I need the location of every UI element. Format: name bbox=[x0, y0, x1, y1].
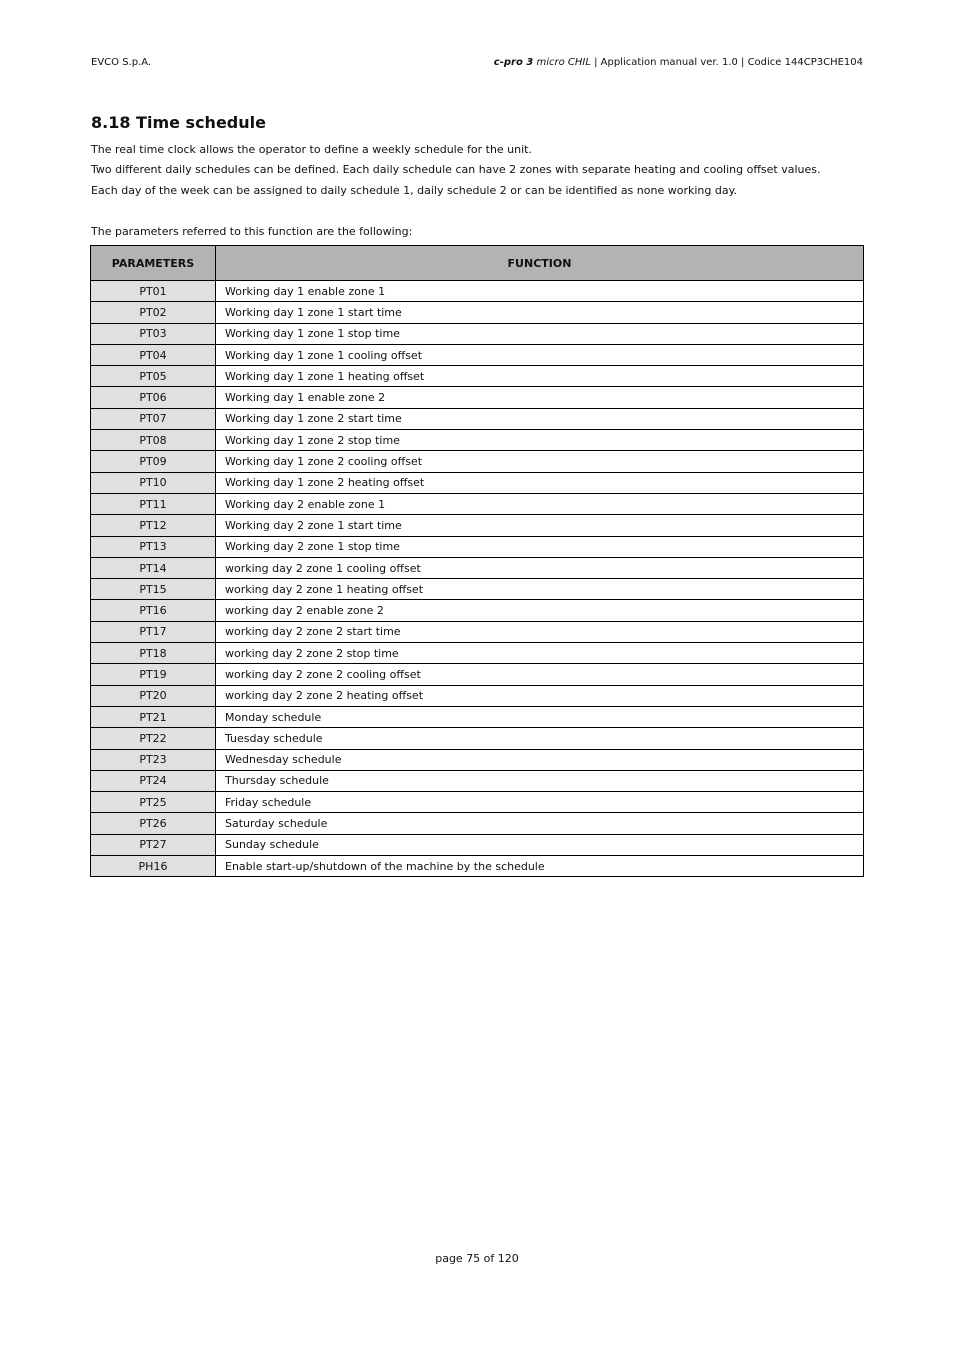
parameter-function: Wednesday schedule bbox=[216, 749, 864, 770]
table-row bbox=[91, 430, 864, 451]
table-row bbox=[91, 813, 864, 834]
table-row bbox=[91, 515, 864, 536]
parameter-function: Working day 1 zone 1 heating offset bbox=[216, 366, 864, 387]
parameter-function: Working day 1 zone 1 stop time bbox=[216, 323, 864, 344]
header-manual-version: | Application manual ver. 1.0 | Codice 144CP3CHE104 bbox=[594, 57, 863, 68]
table-row bbox=[91, 366, 864, 387]
intro-paragraph-2: Two different daily schedules can be defined. Each daily schedule can have 2 zones with separate heating and cooling offset values. bbox=[91, 163, 821, 176]
parameter-code: PT18 bbox=[91, 643, 216, 664]
table-row bbox=[91, 706, 864, 727]
table-row bbox=[91, 323, 864, 344]
table-row bbox=[91, 856, 864, 877]
table-row bbox=[91, 536, 864, 557]
parameter-function: Working day 1 zone 1 cooling offset bbox=[216, 344, 864, 365]
parameter-code: PT19 bbox=[91, 664, 216, 685]
parameter-function: Working day 1 zone 2 stop time bbox=[216, 430, 864, 451]
intro-paragraph-1: The real time clock allows the operator to define a weekly schedule for the unit. bbox=[91, 143, 532, 156]
parameter-code: PT23 bbox=[91, 749, 216, 770]
table-row bbox=[91, 281, 864, 302]
table-row bbox=[91, 408, 864, 429]
parameter-function: Working day 2 zone 1 stop time bbox=[216, 536, 864, 557]
parameter-code: PT02 bbox=[91, 302, 216, 323]
parameter-code: PT10 bbox=[91, 472, 216, 493]
table-row bbox=[91, 728, 864, 749]
table-row bbox=[91, 749, 864, 770]
parameter-code: PT07 bbox=[91, 408, 216, 429]
parameter-code: PT26 bbox=[91, 813, 216, 834]
parameter-code: PT16 bbox=[91, 600, 216, 621]
table-row bbox=[91, 664, 864, 685]
parameter-function: working day 2 zone 2 heating offset bbox=[216, 685, 864, 706]
parameter-code: PT21 bbox=[91, 706, 216, 727]
parameter-code: PT22 bbox=[91, 728, 216, 749]
parameter-code: PT03 bbox=[91, 323, 216, 344]
header-product-variant: micro CHIL bbox=[536, 57, 591, 68]
parameter-function: working day 2 zone 1 cooling offset bbox=[216, 557, 864, 578]
table-row bbox=[91, 387, 864, 408]
parameters-table bbox=[90, 245, 864, 877]
parameter-code: PT04 bbox=[91, 344, 216, 365]
parameter-code: PT13 bbox=[91, 536, 216, 557]
parameter-code: PT06 bbox=[91, 387, 216, 408]
parameter-function: Monday schedule bbox=[216, 706, 864, 727]
parameter-code: PT09 bbox=[91, 451, 216, 472]
parameter-function: Working day 2 zone 1 start time bbox=[216, 515, 864, 536]
page-number: page 75 of 120 bbox=[435, 1252, 519, 1265]
section-title: 8.18 Time schedule bbox=[91, 113, 266, 132]
table-row bbox=[91, 600, 864, 621]
table-row bbox=[91, 685, 864, 706]
table-row bbox=[91, 472, 864, 493]
parameter-code: PT25 bbox=[91, 792, 216, 813]
parameter-function: working day 2 enable zone 2 bbox=[216, 600, 864, 621]
parameter-function: Working day 1 zone 2 start time bbox=[216, 408, 864, 429]
parameter-function: Sunday schedule bbox=[216, 834, 864, 855]
table-row bbox=[91, 643, 864, 664]
parameter-function: Working day 1 enable zone 2 bbox=[216, 387, 864, 408]
table-header-row bbox=[91, 246, 864, 281]
parameter-function: Working day 1 zone 2 heating offset bbox=[216, 472, 864, 493]
table-row bbox=[91, 834, 864, 855]
intro-paragraph-3: Each day of the week can be assigned to daily schedule 1, daily schedule 2 or can be identified as none working day. bbox=[91, 184, 738, 197]
header-manual-info bbox=[494, 56, 863, 69]
table-row bbox=[91, 451, 864, 472]
parameter-function: Enable start-up/shutdown of the machine by the schedule bbox=[216, 856, 864, 877]
table-row bbox=[91, 344, 864, 365]
parameter-function: working day 2 zone 2 start time bbox=[216, 621, 864, 642]
parameter-code: PT24 bbox=[91, 770, 216, 791]
parameter-function: Thursday schedule bbox=[216, 770, 864, 791]
parameter-function: Friday schedule bbox=[216, 792, 864, 813]
header-parameters: PARAMETERS bbox=[91, 246, 216, 281]
table-row bbox=[91, 579, 864, 600]
parameter-code: PT08 bbox=[91, 430, 216, 451]
table-row bbox=[91, 792, 864, 813]
parameter-code: PT12 bbox=[91, 515, 216, 536]
parameter-function: working day 2 zone 2 cooling offset bbox=[216, 664, 864, 685]
parameter-code: PT05 bbox=[91, 366, 216, 387]
parameter-function: Saturday schedule bbox=[216, 813, 864, 834]
parameter-code: PT27 bbox=[91, 834, 216, 855]
parameter-function: Working day 1 zone 1 start time bbox=[216, 302, 864, 323]
parameter-function: Working day 1 zone 2 cooling offset bbox=[216, 451, 864, 472]
parameter-code: PH16 bbox=[91, 856, 216, 877]
parameter-code: PT11 bbox=[91, 493, 216, 514]
parameter-code: PT14 bbox=[91, 557, 216, 578]
parameter-code: PT20 bbox=[91, 685, 216, 706]
parameter-function: Working day 2 enable zone 1 bbox=[216, 493, 864, 514]
parameter-code: PT01 bbox=[91, 281, 216, 302]
header-function: FUNCTION bbox=[216, 246, 864, 281]
parameters-table-body bbox=[91, 281, 864, 877]
table-row bbox=[91, 302, 864, 323]
parameter-code: PT17 bbox=[91, 621, 216, 642]
table-row bbox=[91, 493, 864, 514]
parameter-function: Working day 1 enable zone 1 bbox=[216, 281, 864, 302]
parameter-code: PT15 bbox=[91, 579, 216, 600]
table-row bbox=[91, 557, 864, 578]
table-intro-paragraph: The parameters referred to this function are the following: bbox=[91, 225, 413, 238]
table-row bbox=[91, 621, 864, 642]
parameter-function: Tuesday schedule bbox=[216, 728, 864, 749]
header-company: EVCO S.p.A. bbox=[91, 57, 152, 68]
header-product-name: c-pro 3 bbox=[493, 57, 534, 68]
parameter-function: working day 2 zone 1 heating offset bbox=[216, 579, 864, 600]
table-row bbox=[91, 770, 864, 791]
parameter-function: working day 2 zone 2 stop time bbox=[216, 643, 864, 664]
